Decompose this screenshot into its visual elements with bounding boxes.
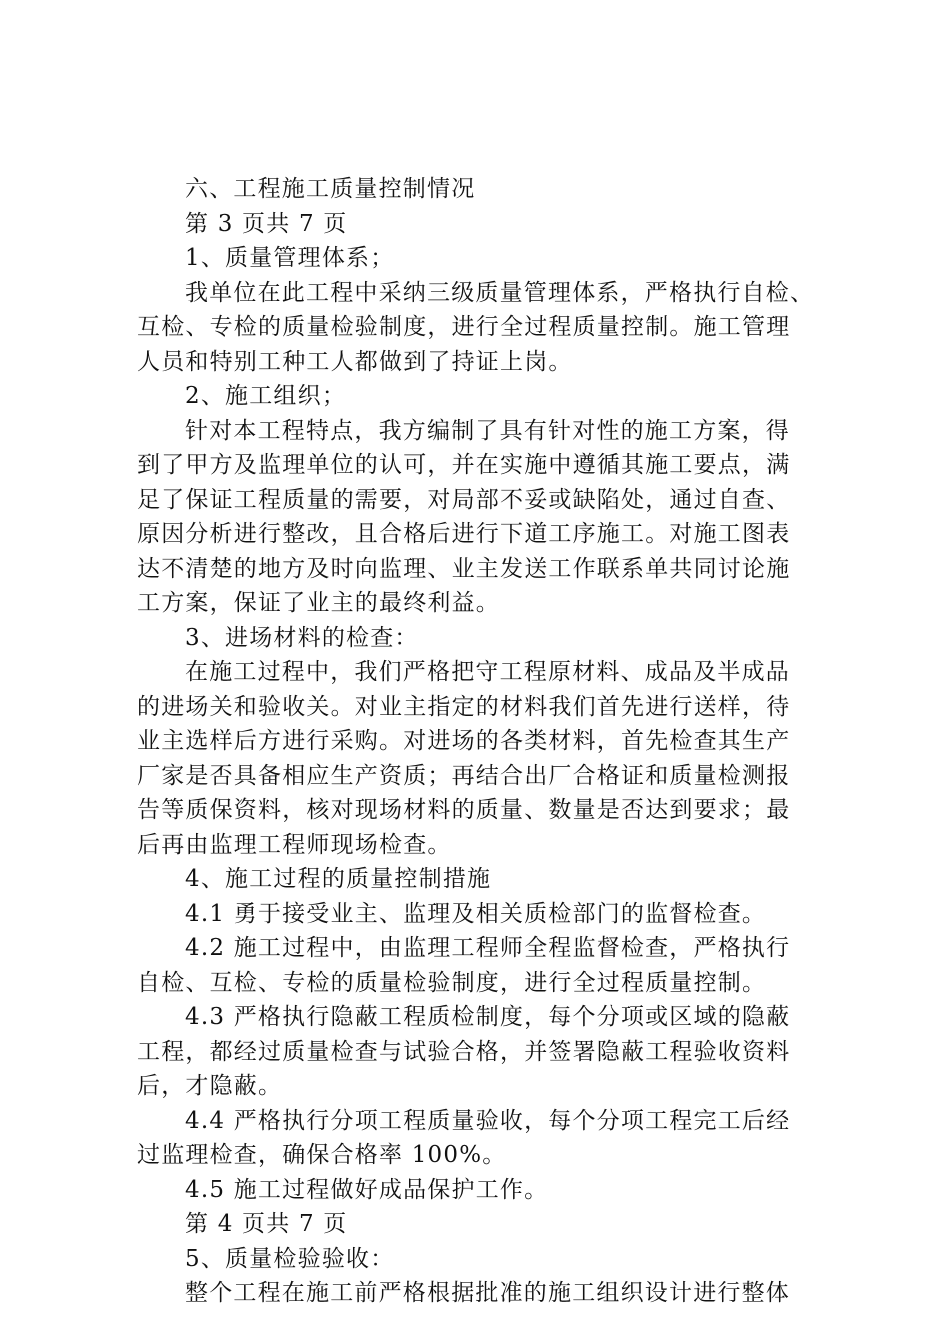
section-heading: 六、工程施工质量控制情况 bbox=[185, 176, 476, 202]
paragraph-line: 工程，都经过质量检查与试验合格，并签署隐蔽工程验收资料 bbox=[137, 1038, 791, 1065]
paragraph-line: 业主选样后方进行采购。对进场的各类材料，首先检查其生产 bbox=[137, 728, 791, 754]
document-body bbox=[137, 172, 827, 1311]
paragraph-line: 的进场关和验收关。对业主指定的材料我们首先进行送样，待 bbox=[137, 693, 791, 720]
subsection-heading: 1、质量管理体系； bbox=[185, 245, 395, 271]
paragraph-line: 告等质保资料，核对现场材料的质量、数量是否达到要求；最 bbox=[137, 797, 791, 823]
page-number: 第 4 页共 7 页 bbox=[185, 1211, 348, 1237]
paragraph-line: 整个工程在施工前严格根据批准的施工组织设计进行整体 bbox=[185, 1280, 790, 1306]
paragraph-line: 工方案，保证了业主的最终利益。 bbox=[137, 590, 500, 616]
list-item: 4.2 施工过程中，由监理工程师全程监督检查，严格执行 bbox=[185, 935, 791, 961]
paragraph-line: 原因分析进行整改，且合格后进行下道工序施工。对施工图表 bbox=[137, 521, 791, 547]
page-number: 第 3 页共 7 页 bbox=[185, 210, 348, 237]
paragraph-line: 足了保证工程质量的需要，对局部不妥或缺陷处，通过自查、 bbox=[137, 486, 791, 513]
paragraph-line: 针对本工程特点，我方编制了具有针对性的施工方案，得 bbox=[185, 417, 790, 444]
subsection-heading: 5、质量检验验收： bbox=[185, 1245, 395, 1272]
paragraph-line: 厂家是否具备相应生产资质；再结合出厂合格证和质量检测报 bbox=[137, 762, 791, 789]
paragraph-line: 达不清楚的地方及时向监理、业主发送工作联系单共同讨论施 bbox=[137, 555, 791, 582]
paragraph-line: 在施工过程中，我们严格把守工程原材料、成品及半成品 bbox=[185, 659, 790, 685]
subsection-heading: 3、进场材料的检查： bbox=[185, 624, 419, 651]
subsection-heading: 2、施工组织； bbox=[185, 383, 347, 409]
paragraph-line: 我单位在此工程中采纳三级质量管理体系，严格执行自检、 bbox=[185, 279, 815, 306]
paragraph-line: 人员和特别工种工人都做到了持证上岗。 bbox=[137, 348, 573, 375]
list-item: 4.4 严格执行分项工程质量验收，每个分项工程完工后经 bbox=[185, 1107, 791, 1134]
list-item: 4.3 严格执行隐蔽工程质检制度，每个分项或区域的隐蔽 bbox=[185, 1004, 791, 1030]
paragraph-line: 过监理检查，确保合格率 100%。 bbox=[137, 1142, 507, 1168]
paragraph-line: 后，才隐蔽。 bbox=[137, 1073, 283, 1099]
list-item: 4.5 施工过程做好成品保护工作。 bbox=[185, 1176, 549, 1203]
subsection-heading: 4、施工过程的质量控制措施 bbox=[185, 866, 492, 892]
paragraph-line: 到了甲方及监理单位的认可，并在实施中遵循其施工要点，满 bbox=[137, 452, 791, 478]
paragraph-line: 后再由监理工程师现场检查。 bbox=[137, 831, 452, 858]
list-item: 4.1 勇于接受业主、监理及相关质检部门的监督检查。 bbox=[185, 900, 767, 927]
paragraph-line: 互检、专检的质量检验制度，进行全过程质量控制。施工管理 bbox=[137, 314, 791, 340]
paragraph-line: 自检、互检、专检的质量检验制度，进行全过程质量控制。 bbox=[137, 969, 767, 996]
